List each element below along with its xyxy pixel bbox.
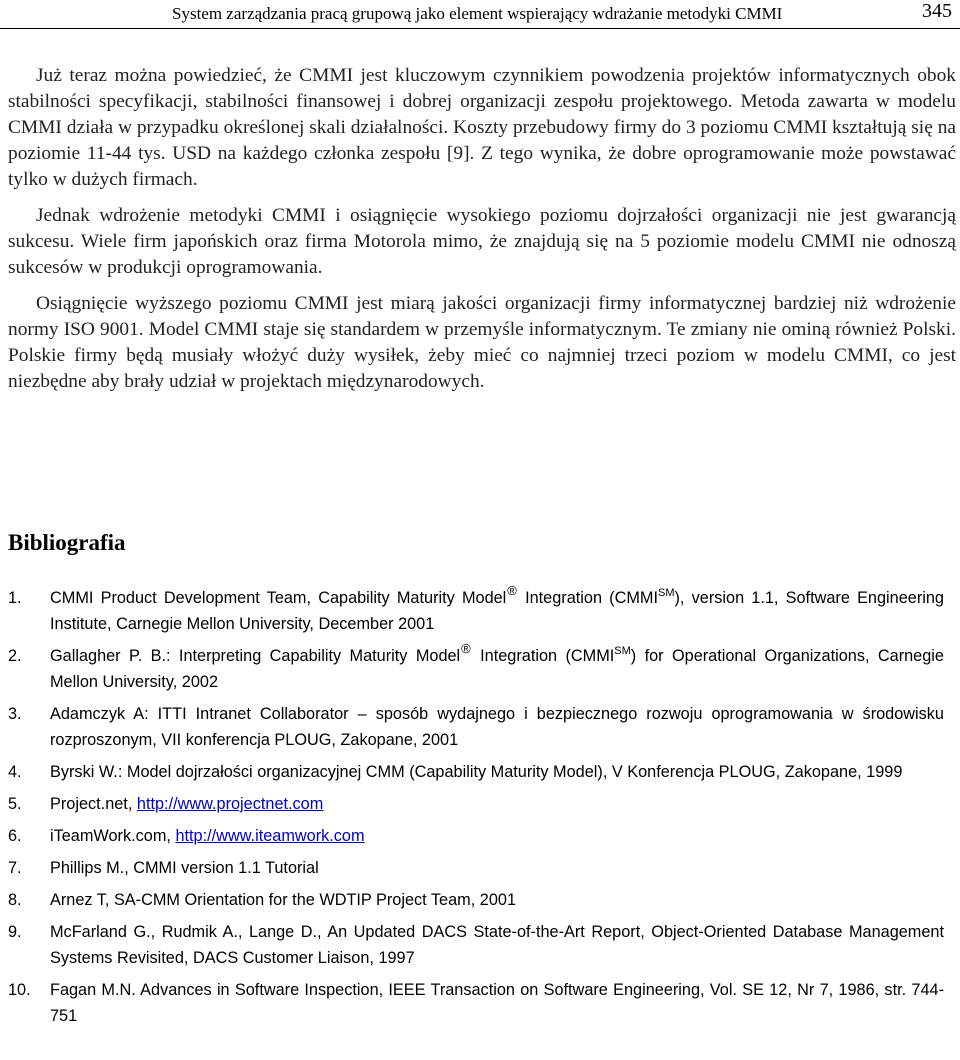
bibliography-text: Arnez T, SA-CMM Orientation for the WDTIP Project Team, 2001: [50, 891, 517, 909]
bibliography-number: 2.: [8, 647, 22, 665]
bibliography-text-part: CMMI Product Development Team, Capability Maturity Model: [50, 589, 507, 607]
paragraph-1: Już teraz można powiedzieć, że CMMI jest kluczowym czynnikiem powodzenia projektów informatycznych obok stabilności specyfikacji, stabilności finansowej i dobrej organizacji zespołu projektowego. Metoda zawarta w modelu CMMI działa w przypadku określonej skali działalności. Koszty przebudowy firmy do 3 poziomu CMMI kształtują się na poziomie 11-44 tys. USD na każdego członka zespołu [9]. Z tego wynika, że dobre oprogramowanie może powstawać tylko w dużych firmach.: [8, 65, 956, 190]
bibliography-number: 8.: [8, 891, 22, 909]
bibliography-text: [50, 791, 944, 817]
paragraph-3: Osiągnięcie wyższego poziomu CMMI jest miarą jakości organizacji firmy informatycznej bardziej niż wdrożenie normy ISO 9001. Model CMMI staje się standardem w przemyśle informatycznym. Te zmiany nie ominą również Polski. Polskie firmy będą musiały włożyć duży wysiłek, żeby mieć co najmniej trzeci poziom w modelu CMMI, co jest niezbędne aby brały udział w projektach międzynarodowych.: [8, 293, 956, 392]
bibliography-number: 9.: [8, 923, 22, 941]
bibliography-item-8: [8, 887, 944, 913]
bibliography-item-6: [8, 823, 944, 849]
bibliography-item-2: [8, 643, 944, 695]
bibliography-text: [50, 823, 944, 849]
projectnet-link[interactable]: http://www.projectnet.com: [136, 795, 324, 813]
bibliography-text-part: Gallagher P. B.: Interpreting Capability Maturity Model: [50, 647, 461, 665]
bibliography-text-part: ) for Operational Organizations, Carnegie Mellon University, 2002: [50, 647, 944, 691]
bibliography-item-4: [8, 759, 944, 785]
bibliography-item-3: [8, 701, 944, 753]
bibliography-text-part: Integration (CMMI: [517, 589, 659, 607]
page-number: 345: [922, 0, 952, 22]
service-mark: SM: [658, 587, 675, 599]
bibliography-heading: Bibliografia: [8, 530, 126, 555]
bibliography-item-1: [8, 585, 944, 637]
bibliography-list: [8, 585, 944, 1035]
paragraph-2: Jednak wdrożenie metodyki CMMI i osiągnięcie wysokiego poziomu dojrzałości organizacji nie jest gwarancją sukcesu. Wiele firm japońskich oraz firma Motorola mimo, że znajdują się na 5 poziomie modelu CMMI nie odnoszą sukcesów w produkcji oprogramowania.: [8, 205, 956, 278]
bibliography-number: 5.: [8, 795, 22, 813]
bibliography-text: Byrski W.: Model dojrzałości organizacyjnej CMM (Capability Maturity Model), V Konferencja PLOUG, Zakopane, 1999: [50, 763, 903, 781]
bibliography-text-part: Project.net,: [50, 795, 137, 813]
bibliography-text: Fagan M.N. Advances in Software Inspection, IEEE Transaction on Software Engineering, Vol. SE 12, Nr 7, 1986, str. 744-751: [50, 981, 944, 1025]
bibliography-text: Phillips M., CMMI version 1.1 Tutorial: [50, 859, 319, 877]
bibliography-number: 7.: [8, 859, 22, 877]
bibliography-number: 4.: [8, 763, 22, 781]
bibliography-text: Gallagher P. B.: Interpreting Capability Maturity Model® Integration (CMMI℠) for Operational Organizations, Carnegie Mellon University, 2002: [50, 641, 944, 691]
bibliography-number: 3.: [8, 705, 22, 723]
bibliography-item-9: [8, 919, 944, 971]
bibliography-number: 6.: [8, 827, 22, 845]
running-header: [0, 0, 960, 29]
bibliography-number: 10.: [8, 981, 31, 999]
bibliography-text: McFarland G., Rudmik A., Lange D., An Updated DACS State-of-the-Art Report, Object-Oriented Database Management Systems Revisited, DACS Customer Liaison, 1997: [50, 923, 944, 967]
bibliography-text: CMMI Product Development Team, Capability Maturity Model® Integration (CMMI℠), version 1.1, Software Engineering Institute, Carnegie Mellon University, December 2001: [50, 583, 944, 633]
iteamwork-link[interactable]: http://www.iteamwork.com: [175, 827, 365, 845]
service-mark: SM: [614, 645, 631, 657]
bibliography-text-part: iTeamWork.com,: [50, 827, 176, 845]
bibliography-item-5: [8, 791, 944, 817]
bibliography-item-10: [8, 977, 944, 1029]
bibliography-text: Adamczyk A: ITTI Intranet Collaborator – sposób wydajnego i bezpiecznego rozwoju oprogramowania w środowisku rozproszonym, VII konferencja PLOUG, Zakopane, 2001: [50, 705, 944, 749]
header-title: System zarządzania pracą grupową jako element wspierający wdrażanie metodyki CMMI: [172, 4, 783, 23]
bibliography-text-part: Integration (CMMI: [471, 647, 615, 665]
bibliography-item-7: [8, 855, 944, 881]
body-text: [8, 63, 956, 405]
bibliography-number: 1.: [8, 589, 22, 607]
bibliography-text-part: ), version 1.1, Software Engineering Institute, Carnegie Mellon University, December 2001: [50, 589, 944, 633]
